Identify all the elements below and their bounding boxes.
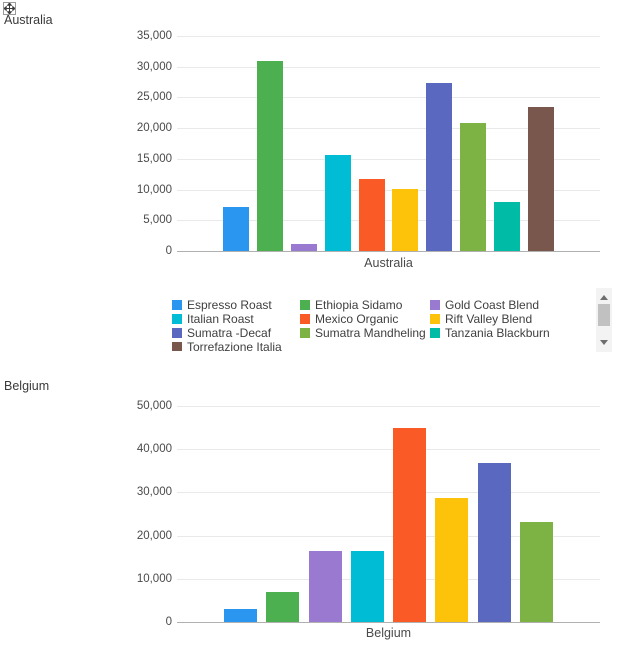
legend-item-rift-valley-blend[interactable] xyxy=(430,312,532,326)
legend-item-ethiopia-sidamo[interactable] xyxy=(300,298,402,312)
gridline xyxy=(177,67,600,68)
legend-item-sumatra-mandheling[interactable] xyxy=(300,326,426,340)
legend-item-sumatra-decaf[interactable] xyxy=(172,326,271,340)
gridline xyxy=(177,492,600,493)
bar-belgium-rift-valley-blend[interactable] xyxy=(435,498,468,622)
bar-australia-mexico-organic[interactable] xyxy=(359,179,385,251)
y-tick-label: 30,000 xyxy=(136,60,172,73)
legend-swatch xyxy=(430,300,440,310)
y-tick-label: 0 xyxy=(165,245,172,257)
scrollbar-down-icon[interactable] xyxy=(600,340,608,345)
bar-belgium-sumatra-decaf[interactable] xyxy=(478,463,511,622)
gridline xyxy=(177,97,600,98)
legend-swatch xyxy=(430,328,440,338)
bar-australia-ethiopia-sidamo[interactable] xyxy=(257,61,283,251)
y-tick-label: 50,000 xyxy=(136,400,172,412)
y-tick-label: 15,000 xyxy=(136,152,172,165)
bar-australia-italian-roast[interactable] xyxy=(325,155,351,251)
legend-item-mexico-organic[interactable] xyxy=(300,312,398,326)
bar-australia-sumatra-mandheling[interactable] xyxy=(460,123,486,251)
legend-item-label: Italian Roast xyxy=(187,312,254,326)
y-tick-label: 20,000 xyxy=(136,122,172,135)
legend-swatch xyxy=(300,314,310,324)
y-tick-label: 25,000 xyxy=(136,91,172,104)
gridline xyxy=(177,36,600,37)
x-axis-label-australia: Australia xyxy=(364,256,413,270)
y-tick-label: 20,000 xyxy=(136,529,172,542)
legend-item-torrefazione-italia[interactable] xyxy=(172,340,282,351)
legend-swatch xyxy=(300,328,310,338)
bar-australia-tanzania-blackburn[interactable] xyxy=(494,202,520,251)
y-tick-label: 0 xyxy=(165,616,172,628)
legend-item-espresso-roast[interactable] xyxy=(172,298,272,312)
legend-scrollbar[interactable] xyxy=(596,288,612,352)
y-tick-label: 40,000 xyxy=(136,443,172,456)
legend-item-label: Gold Coast Blend xyxy=(445,298,540,312)
bar-australia-torrefazione-italia[interactable] xyxy=(528,107,554,251)
bar-australia-rift-valley-blend[interactable] xyxy=(392,189,418,251)
legend-item-label: Mexico Organic xyxy=(315,312,399,326)
legend-swatch xyxy=(430,314,440,324)
legend-swatch xyxy=(300,300,310,310)
legend-item-label: Ethiopia Sidamo xyxy=(315,298,403,312)
legend-swatch xyxy=(172,314,182,324)
scrollbar-thumb[interactable] xyxy=(598,304,610,326)
legend-item-tanzania-blackburn[interactable] xyxy=(430,326,550,340)
bar-belgium-italian-roast[interactable] xyxy=(351,551,384,622)
gridline xyxy=(177,406,600,407)
legend-item-label: Sumatra Mandheling xyxy=(315,326,426,340)
bar-belgium-mexico-organic[interactable] xyxy=(393,428,426,622)
y-tick-label: 30,000 xyxy=(136,486,172,499)
legend-item-label: Espresso Roast xyxy=(187,298,272,312)
legend-item-label: Torrefazione Italia xyxy=(187,340,282,351)
legend-item-gold-coast-blend[interactable] xyxy=(430,298,539,312)
y-tick-label: 10,000 xyxy=(136,572,172,585)
y-tick-label: 35,000 xyxy=(136,30,172,42)
legend-item-label: Rift Valley Blend xyxy=(445,312,533,326)
x-axis-baseline xyxy=(177,622,600,623)
chart-title-belgium: Belgium xyxy=(4,379,50,393)
chart-legend xyxy=(172,297,574,351)
gridline xyxy=(177,449,600,450)
bar-australia-espresso-roast[interactable] xyxy=(223,207,249,251)
bar-belgium-sumatra-mandheling[interactable] xyxy=(520,522,553,622)
bar-belgium-ethiopia-sidamo[interactable] xyxy=(266,592,299,622)
bar-belgium-espresso-roast[interactable] xyxy=(224,609,257,622)
legend-item-italian-roast[interactable] xyxy=(172,312,254,326)
scrollbar-up-icon[interactable] xyxy=(600,295,608,300)
y-tick-label: 10,000 xyxy=(136,183,172,196)
x-axis-baseline xyxy=(177,251,600,252)
y-tick-label: 5,000 xyxy=(143,214,172,227)
bar-australia-gold-coast-blend[interactable] xyxy=(291,244,317,251)
bar-australia-sumatra-decaf[interactable] xyxy=(426,83,452,251)
chart-title-australia: Australia xyxy=(4,13,53,27)
legend-item-label: Sumatra -Decaf xyxy=(187,326,272,340)
legend-swatch xyxy=(172,342,182,351)
bar-belgium-gold-coast-blend[interactable] xyxy=(309,551,342,622)
legend-item-label: Tanzania Blackburn xyxy=(445,326,550,340)
legend-swatch xyxy=(172,300,182,310)
x-axis-label-belgium: Belgium xyxy=(365,626,412,640)
legend-swatch xyxy=(172,328,182,338)
